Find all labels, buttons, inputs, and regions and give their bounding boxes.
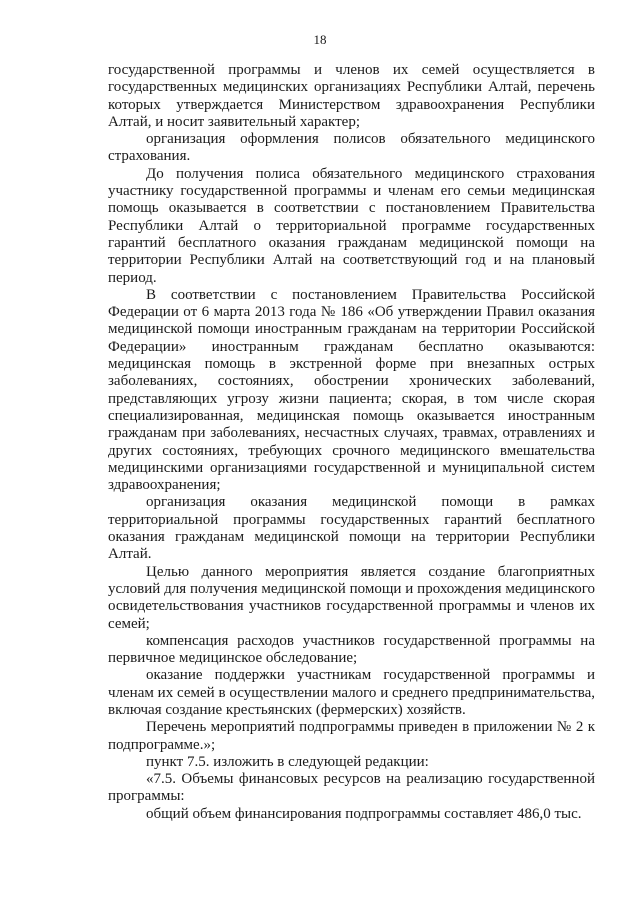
paragraph-clause-7-5-intro: пункт 7.5. изложить в следующей редакции: <box>146 753 429 770</box>
paragraph-medical-assistance: До получения полиса обязательного медицинского страхования участнику государственной программы и членам его семьи медицинская помощь оказывается в соответствии с постановлением Правительства Республики Алтай о территориальной программе государственных гарантий бесплатного оказания гражданам медицинской помощи на территории Республики Алтай на соответствующий год и на плановый период. <box>108 165 595 286</box>
paragraph-policy-registration: организация оформления полисов обязательного медицинского страхования. <box>108 131 595 165</box>
document-body <box>108 62 595 823</box>
paragraph-clause-7-5: «7.5. Объемы финансовых ресурсов на реализацию государственной программы: <box>108 771 595 805</box>
paragraph-foreign-citizens: В соответствии с постановлением Правительства Российской Федерации от 6 марта 2013 года № 186 «Об утверждении Правил оказания медицинской помощи иностранным гражданам на территории Российской Федерации» иностранным гражданам бесплатно оказываются: медицинская помощь в экстренной форме при внезапных острых заболеваниях, состояниях, обострении хронических заболеваний, представляющих угрозу жизни пациента; скорая, в том числе скорая специализированная, медицинская помощь оказывается иностранным гражданам при заболеваниях, несчастных случаях, травмах, отравлениях и других состояниях, требующих срочного медицинского вмешательства медицинскими организациями государственной и муниципальной систем здравоохранения; <box>108 286 595 494</box>
paragraph-measures-list: Перечень мероприятий подпрограммы приведен в приложении № 2 к подпрограмме.»; <box>108 719 595 753</box>
paragraph-territorial-program: организация оказания медицинской помощи в рамках территориальной программы государственных гарантий бесплатного оказания гражданам медицинской помощи на территории Республики Алтай. <box>108 494 595 563</box>
paragraph-goal: Целью данного мероприятия является создание благоприятных условий для получения медицинской помощи и прохождения медицинского освидетельствования участников государственной программы и членов их семей; <box>108 563 595 632</box>
paragraph-continuation: государственной программы и членов их семей осуществляется в государственных медицинских организациях Республики Алтай, перечень которых утверждается Министерством здравоохранения Республики Алтай, и носит заявительный характер; <box>108 62 595 130</box>
paragraph-total-funding: общий объем финансирования подпрограммы составляет 486,0 тыс. <box>146 805 582 822</box>
paragraph-business-support: оказание поддержки участникам государственной программы и членам их семей в осуществлении малого и среднего предпринимательства, включая создание крестьянских (фермерских) хозяйств. <box>108 667 595 718</box>
paragraph-compensation: компенсация расходов участников государственной программы на первичное медицинское обследование; <box>108 632 595 667</box>
page-number: 18 <box>313 32 327 47</box>
